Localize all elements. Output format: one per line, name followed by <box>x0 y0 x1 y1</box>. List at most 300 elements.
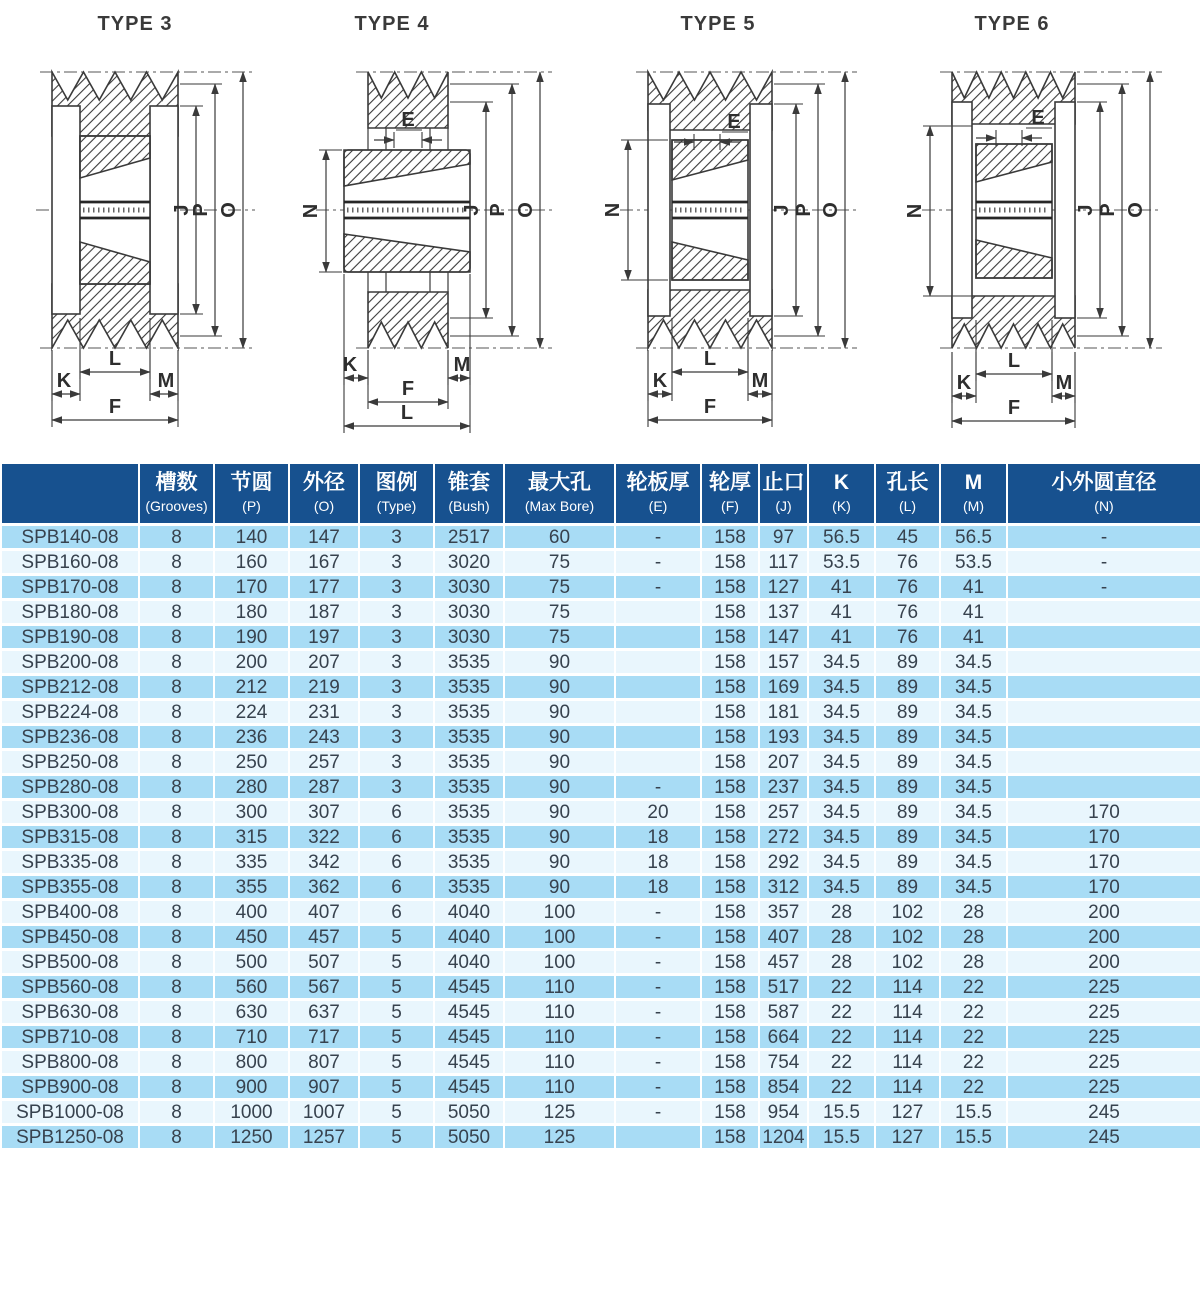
column-header-en: (F) <box>721 498 739 515</box>
table-row <box>1 750 1200 775</box>
table-cell: 257 <box>289 750 359 775</box>
table-cell <box>1007 775 1200 800</box>
diagram-title: TYPE 3 <box>97 13 173 35</box>
dimension-label-F: F <box>401 378 415 400</box>
table-cell <box>1007 725 1200 750</box>
column-header-2 <box>214 463 289 525</box>
table-cell: 187 <box>289 600 359 625</box>
table-cell: 28 <box>940 925 1007 950</box>
table-cell: 90 <box>504 850 615 875</box>
table-cell: 158 <box>701 775 759 800</box>
table-cell: 710 <box>214 1025 289 1050</box>
table-cell: 8 <box>139 550 214 575</box>
table-cell: 457 <box>759 950 808 975</box>
table-cell: 89 <box>875 725 940 750</box>
dimension-label-P: P <box>1097 203 1119 217</box>
table-cell: 114 <box>875 1000 940 1025</box>
table-cell: 158 <box>701 600 759 625</box>
table-cell: 8 <box>139 1100 214 1125</box>
table-cell: 8 <box>139 525 214 550</box>
table-cell: 322 <box>289 825 359 850</box>
table-cell: 89 <box>875 675 940 700</box>
model-cell: SPB500-08 <box>1 950 139 975</box>
table-cell: 8 <box>139 1075 214 1100</box>
pulley-drawing-4 <box>300 0 600 462</box>
table-cell: 158 <box>701 800 759 825</box>
table-cell: - <box>615 900 701 925</box>
table-cell: 407 <box>289 900 359 925</box>
table-cell: 8 <box>139 1025 214 1050</box>
column-header-zh: 锥套 <box>448 471 490 494</box>
table-cell: 3535 <box>434 650 504 675</box>
table-cell: 3030 <box>434 625 504 650</box>
table-cell: 34.5 <box>808 675 875 700</box>
model-cell: SPB190-08 <box>1 625 139 650</box>
table-cell: 245 <box>1007 1125 1200 1150</box>
table-cell: 56.5 <box>940 525 1007 550</box>
table-cell: 5 <box>359 975 434 1000</box>
dimension-label-O: O <box>820 202 842 218</box>
table-cell: 15.5 <box>808 1125 875 1150</box>
table-cell: 1250 <box>214 1125 289 1150</box>
table-cell: 147 <box>289 525 359 550</box>
table-cell: 158 <box>701 550 759 575</box>
table-cell: 200 <box>1007 900 1200 925</box>
table-cell: - <box>615 775 701 800</box>
table-cell <box>615 650 701 675</box>
table-cell: 5 <box>359 1075 434 1100</box>
table-cell: 90 <box>504 750 615 775</box>
table-cell: 28 <box>940 950 1007 975</box>
table-cell: 20 <box>615 800 701 825</box>
model-cell: SPB450-08 <box>1 925 139 950</box>
model-cell: SPB900-08 <box>1 1075 139 1100</box>
table-cell: 177 <box>289 575 359 600</box>
table-cell: - <box>615 1075 701 1100</box>
table-cell: 225 <box>1007 1025 1200 1050</box>
table-cell: 158 <box>701 625 759 650</box>
table-row <box>1 875 1200 900</box>
table-cell: 3 <box>359 550 434 575</box>
table-cell: 89 <box>875 800 940 825</box>
table-cell: 250 <box>214 750 289 775</box>
table-cell: 3 <box>359 725 434 750</box>
table-cell: 158 <box>701 650 759 675</box>
table-cell: 1000 <box>214 1100 289 1125</box>
table-cell: 280 <box>214 775 289 800</box>
table-cell: 3 <box>359 700 434 725</box>
dimension-label-O: O <box>1125 202 1147 218</box>
dimension-label-O: O <box>218 202 240 218</box>
table-cell: 75 <box>504 550 615 575</box>
table-row <box>1 650 1200 675</box>
table-cell: 197 <box>289 625 359 650</box>
table-cell: 34.5 <box>940 700 1007 725</box>
table-cell: 8 <box>139 725 214 750</box>
table-cell: 169 <box>759 675 808 700</box>
table-cell: 158 <box>701 875 759 900</box>
table-cell: 237 <box>759 775 808 800</box>
table-cell: 5 <box>359 1050 434 1075</box>
table-row <box>1 700 1200 725</box>
dimension-label-N: N <box>904 203 926 219</box>
pulley-cross-section <box>316 72 552 433</box>
model-cell: SPB160-08 <box>1 550 139 575</box>
table-cell: 5 <box>359 1125 434 1150</box>
table-cell: 15.5 <box>940 1125 1007 1150</box>
table-cell <box>1007 750 1200 775</box>
column-header-zh: 最大孔 <box>528 471 591 494</box>
table-cell: 8 <box>139 1000 214 1025</box>
column-header-12 <box>940 463 1007 525</box>
table-cell: 2517 <box>434 525 504 550</box>
table-cell: 34.5 <box>808 750 875 775</box>
table-cell: 8 <box>139 950 214 975</box>
table-cell: 807 <box>289 1050 359 1075</box>
table-cell <box>1007 675 1200 700</box>
dimension-label-J: J <box>171 204 193 216</box>
table-cell: 200 <box>1007 950 1200 975</box>
dimension-label-K: K <box>956 372 972 394</box>
column-header-0 <box>1 463 139 525</box>
table-cell: 3535 <box>434 800 504 825</box>
table-cell: 34.5 <box>940 775 1007 800</box>
column-header-en: (Max Bore) <box>524 498 595 515</box>
dimension-label-P: P <box>793 203 815 217</box>
table-cell: 1204 <box>759 1125 808 1150</box>
table-cell: - <box>615 975 701 1000</box>
table-cell: 637 <box>289 1000 359 1025</box>
table-cell: 127 <box>875 1100 940 1125</box>
table-cell: 158 <box>701 1125 759 1150</box>
table-cell: 6 <box>359 800 434 825</box>
column-header-zh: 槽数 <box>155 471 198 494</box>
table-cell: 18 <box>615 825 701 850</box>
table-cell: 34.5 <box>940 750 1007 775</box>
table-cell: - <box>615 550 701 575</box>
table-cell: 3535 <box>434 725 504 750</box>
table-cell: 110 <box>504 1050 615 1075</box>
table-cell: 114 <box>875 1050 940 1075</box>
table-cell <box>615 1125 701 1150</box>
table-cell: 3 <box>359 575 434 600</box>
model-cell: SPB300-08 <box>1 800 139 825</box>
header-row <box>1 463 1200 525</box>
table-cell: 3030 <box>434 575 504 600</box>
table-cell: 41 <box>808 625 875 650</box>
table-cell: 76 <box>875 575 940 600</box>
table-cell: 4040 <box>434 925 504 950</box>
table-cell: 3 <box>359 625 434 650</box>
table-cell: 90 <box>504 700 615 725</box>
table-cell: 8 <box>139 825 214 850</box>
table-cell: 225 <box>1007 1075 1200 1100</box>
table-cell: 200 <box>214 650 289 675</box>
table-cell: 167 <box>289 550 359 575</box>
table-cell <box>615 675 701 700</box>
table-cell: 28 <box>808 950 875 975</box>
table-row <box>1 975 1200 1000</box>
table-cell: 89 <box>875 650 940 675</box>
column-header-en: (J) <box>775 498 792 515</box>
table-cell: 41 <box>808 575 875 600</box>
table-cell: 587 <box>759 1000 808 1025</box>
table-cell: 8 <box>139 775 214 800</box>
table-cell: 158 <box>701 1025 759 1050</box>
table-cell: - <box>615 575 701 600</box>
table-cell: 207 <box>759 750 808 775</box>
table-cell: 89 <box>875 750 940 775</box>
table-cell: 158 <box>701 975 759 1000</box>
table-cell: 125 <box>504 1100 615 1125</box>
model-cell: SPB710-08 <box>1 1025 139 1050</box>
table-cell: 89 <box>875 875 940 900</box>
model-cell: SPB630-08 <box>1 1000 139 1025</box>
table-cell: 158 <box>701 700 759 725</box>
model-cell: SPB224-08 <box>1 700 139 725</box>
table-cell: 900 <box>214 1075 289 1100</box>
dimension-label-L: L <box>703 348 717 370</box>
table-cell: 287 <box>289 775 359 800</box>
table-cell: 158 <box>701 525 759 550</box>
model-cell: SPB236-08 <box>1 725 139 750</box>
table-cell: 75 <box>504 600 615 625</box>
table-cell: 56.5 <box>808 525 875 550</box>
table-cell: 22 <box>940 1050 1007 1075</box>
table-cell: 102 <box>875 950 940 975</box>
table-cell <box>615 750 701 775</box>
table-cell: - <box>615 525 701 550</box>
table-cell: 89 <box>875 775 940 800</box>
table-cell: 34.5 <box>808 850 875 875</box>
table-cell: 34.5 <box>808 800 875 825</box>
table-cell: 60 <box>504 525 615 550</box>
table-cell: 34.5 <box>808 700 875 725</box>
table-cell: 400 <box>214 900 289 925</box>
table-cell: 158 <box>701 950 759 975</box>
diagram-title: TYPE 4 <box>354 13 430 35</box>
table-cell: 90 <box>504 875 615 900</box>
table-cell: 272 <box>759 825 808 850</box>
table-cell: 854 <box>759 1075 808 1100</box>
table-cell: 34.5 <box>940 850 1007 875</box>
table-cell: 292 <box>759 850 808 875</box>
table-cell: 5050 <box>434 1125 504 1150</box>
model-cell: SPB355-08 <box>1 875 139 900</box>
pulley-type-diagrams <box>0 0 1200 462</box>
table-cell: 41 <box>808 600 875 625</box>
dimension-label-K: K <box>652 370 668 392</box>
table-cell: 127 <box>875 1125 940 1150</box>
dimension-label-J: J <box>771 204 793 216</box>
table-cell <box>1007 700 1200 725</box>
table-cell: 664 <box>759 1025 808 1050</box>
column-header-4 <box>359 463 434 525</box>
table-cell: 517 <box>759 975 808 1000</box>
table-cell: 110 <box>504 1075 615 1100</box>
table-cell: 500 <box>214 950 289 975</box>
dimension-label-P: P <box>487 203 509 217</box>
table-cell: 15.5 <box>808 1100 875 1125</box>
table-cell: 6 <box>359 875 434 900</box>
table-cell: 4040 <box>434 900 504 925</box>
table-cell: 22 <box>940 1025 1007 1050</box>
table-cell: 407 <box>759 925 808 950</box>
table-cell: 200 <box>1007 925 1200 950</box>
table-cell: 75 <box>504 625 615 650</box>
table-cell: 8 <box>139 650 214 675</box>
model-cell: SPB800-08 <box>1 1050 139 1075</box>
table-cell: 457 <box>289 925 359 950</box>
column-header-zh: 止口 <box>762 471 805 494</box>
table-cell: 6 <box>359 900 434 925</box>
table-cell: 102 <box>875 900 940 925</box>
table-cell: 181 <box>759 700 808 725</box>
table-cell: 8 <box>139 625 214 650</box>
table-row <box>1 1025 1200 1050</box>
table-row <box>1 1000 1200 1025</box>
table-cell: 158 <box>701 750 759 775</box>
dimension-label-F: F <box>1007 397 1021 419</box>
table-cell: 224 <box>214 700 289 725</box>
table-cell: 3535 <box>434 675 504 700</box>
table-cell: 6 <box>359 825 434 850</box>
table-cell: 245 <box>1007 1100 1200 1125</box>
table-cell: 90 <box>504 675 615 700</box>
table-cell: 3535 <box>434 875 504 900</box>
table-cell: 90 <box>504 800 615 825</box>
table-cell: 160 <box>214 550 289 575</box>
column-header-en: (P) <box>242 498 261 515</box>
model-cell: SPB212-08 <box>1 675 139 700</box>
table-cell: 34.5 <box>808 825 875 850</box>
dimension-label-E: E <box>727 111 741 133</box>
table-cell: 170 <box>1007 850 1200 875</box>
column-header-zh: K <box>833 471 850 494</box>
table-cell: 22 <box>808 975 875 1000</box>
table-cell: 34.5 <box>808 775 875 800</box>
table-cell: 8 <box>139 850 214 875</box>
table-cell: 3 <box>359 650 434 675</box>
dimension-label-M: M <box>157 370 175 392</box>
table-cell: 158 <box>701 725 759 750</box>
dimension-label-M: M <box>453 354 471 376</box>
table-row <box>1 625 1200 650</box>
table-cell: 4545 <box>434 1025 504 1050</box>
column-header-8 <box>701 463 759 525</box>
table-cell: 180 <box>214 600 289 625</box>
dimension-label-L: L <box>400 402 414 424</box>
table-cell: 450 <box>214 925 289 950</box>
table-cell: - <box>615 950 701 975</box>
model-cell: SPB280-08 <box>1 775 139 800</box>
table-cell: 158 <box>701 1050 759 1075</box>
column-header-en: (M) <box>963 498 984 515</box>
model-cell: SPB1250-08 <box>1 1125 139 1150</box>
dimension-label-J: J <box>1075 204 1097 216</box>
table-cell: 4545 <box>434 1000 504 1025</box>
table-cell: 158 <box>701 850 759 875</box>
table-cell: 8 <box>139 1050 214 1075</box>
table-cell: 76 <box>875 600 940 625</box>
table-cell: 5 <box>359 950 434 975</box>
dimension-label-M: M <box>1055 372 1073 394</box>
table-cell: 4545 <box>434 975 504 1000</box>
table-cell: 231 <box>289 700 359 725</box>
table-cell: 97 <box>759 525 808 550</box>
model-cell: SPB400-08 <box>1 900 139 925</box>
table-row <box>1 950 1200 975</box>
table-cell: 125 <box>504 1125 615 1150</box>
pulley-drawing-6 <box>900 0 1200 462</box>
table-cell: 137 <box>759 600 808 625</box>
table-row <box>1 850 1200 875</box>
table-cell: 5 <box>359 1100 434 1125</box>
column-header-zh: 轮板厚 <box>626 471 690 494</box>
table-cell: 357 <box>759 900 808 925</box>
table-row <box>1 1075 1200 1100</box>
table-cell: 8 <box>139 675 214 700</box>
table-cell: 28 <box>808 925 875 950</box>
table-cell: 3535 <box>434 700 504 725</box>
dimension-label-K: K <box>56 370 72 392</box>
table-cell: 110 <box>504 1000 615 1025</box>
table-cell: 8 <box>139 1125 214 1150</box>
table-cell: 3 <box>359 750 434 775</box>
table-cell: 225 <box>1007 1050 1200 1075</box>
table-cell: 5050 <box>434 1100 504 1125</box>
table-cell: 560 <box>214 975 289 1000</box>
table-cell: 170 <box>1007 800 1200 825</box>
table-cell: 193 <box>759 725 808 750</box>
table-cell: 170 <box>1007 825 1200 850</box>
table-cell: 41 <box>940 575 1007 600</box>
dimension-label-N: N <box>300 203 322 219</box>
table-cell: 15.5 <box>940 1100 1007 1125</box>
table-cell: 8 <box>139 700 214 725</box>
dimension-label-O: O <box>515 202 537 218</box>
table-cell: 158 <box>701 900 759 925</box>
table-cell: 307 <box>289 800 359 825</box>
table-cell: 34.5 <box>940 800 1007 825</box>
table-cell: 225 <box>1007 975 1200 1000</box>
table-cell: - <box>615 1025 701 1050</box>
table-cell: 114 <box>875 1025 940 1050</box>
table-row <box>1 1125 1200 1150</box>
table-cell: 90 <box>504 825 615 850</box>
dimension-label-E: E <box>1031 107 1045 129</box>
table-cell: 170 <box>1007 875 1200 900</box>
dimension-label-N: N <box>602 202 624 218</box>
table-cell: 8 <box>139 750 214 775</box>
column-header-zh: 图例 <box>375 471 418 494</box>
table-cell: 257 <box>759 800 808 825</box>
table-cell: 8 <box>139 900 214 925</box>
table-row <box>1 725 1200 750</box>
column-header-zh: 外径 <box>303 471 345 494</box>
table-cell: 89 <box>875 825 940 850</box>
column-header-zh: 孔长 <box>886 471 929 494</box>
table-cell: 22 <box>808 1075 875 1100</box>
column-header-zh: M <box>964 471 983 494</box>
table-row <box>1 525 1200 550</box>
table-cell: 5 <box>359 925 434 950</box>
column-header-en: (Bush) <box>448 498 490 515</box>
table-cell: 754 <box>759 1050 808 1075</box>
table-cell: 236 <box>214 725 289 750</box>
table-cell: - <box>615 925 701 950</box>
table-cell: - <box>615 1100 701 1125</box>
